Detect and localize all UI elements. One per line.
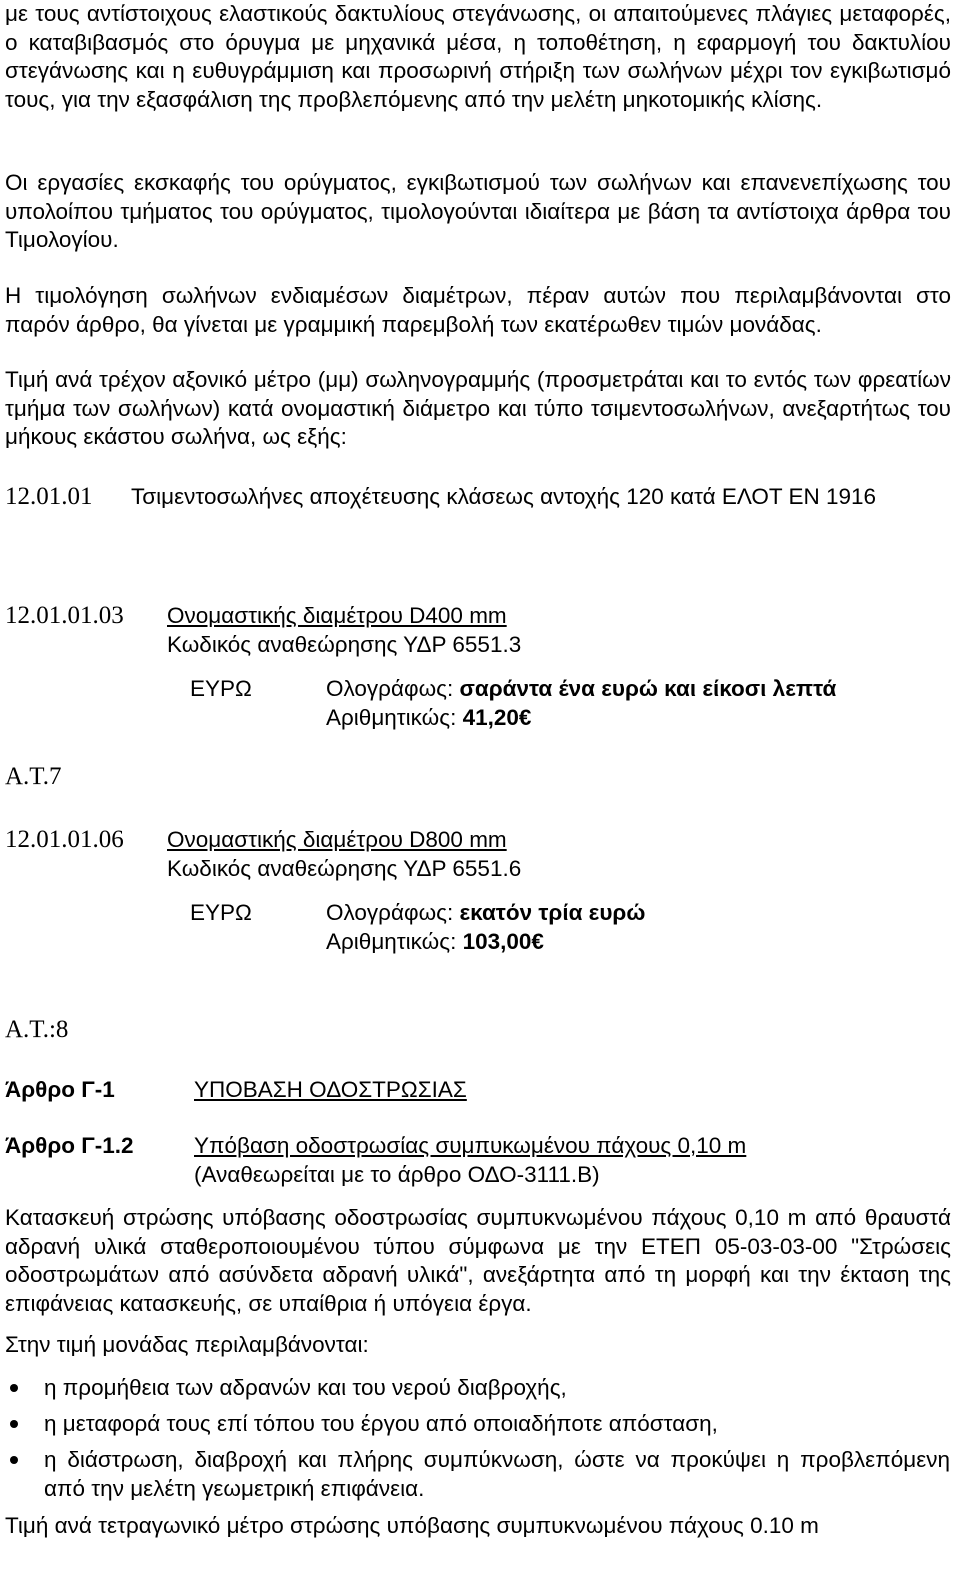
paragraph-construction: Κατασκευή στρώσης υπόβασης οδοστρωσίας συμπυκνωμένου πάχους 0,10 m από θραυστά αδρανή υλικά σταθεροποιουμένου τύπου σύμφωνα με την ΕΤΕΠ 05-03-03-00 "Στρώσεις οδοστρωμάτων από ασύνδετα αδρανή υλικά", ανεξάρτητα από τη μορφή και την έκταση της επιφάνειας κατασκευής, σε υπαίθρια ή υπόγεια έργα.	[5, 1205, 951, 1316]
price-words-label: Ολογράφως:	[326, 676, 454, 701]
currency-label: ΕΥΡΩ	[190, 676, 252, 701]
paragraph-excavation: Οι εργασίες εκσκαφής του ορύγματος, εγκιβωτισμού των σωλήνων και επανενεπίχωσης του υπολοίπου τμήματος του ορύγματος, τιμολογούνται ιδιαίτερα με βάση τα αντίστοιχα άρθρα του Τιμολογίου.	[5, 170, 951, 252]
article-label: Άρθρο Γ-1	[5, 1077, 115, 1102]
bullet-marker	[10, 1456, 18, 1464]
includes-heading: Στην τιμή μονάδας περιλαμβάνονται:	[5, 1332, 369, 1357]
price-words-value: σαράντα ένα ευρώ και είκοσι λεπτά	[459, 676, 837, 701]
section-code: 12.01.01	[5, 483, 93, 510]
section-title: Τσιμεντοσωλήνες αποχέτευσης κλάσεως αντοχής 120 κατά ΕΛΟΤ ΕΝ 1916	[131, 484, 877, 509]
paragraph-pipe-installation: με τους αντίστοιχους ελαστικούς δακτυλίους στεγάνωσης, οι απαιτούμενες πλάγιες μεταφορές, ο καταβιβασμός στο όρυγμα με μηχανικά μέσα, η τοποθέτηση, η εφαρμογή του δακτυλίου στεγάνωσης και η ευθυγράμμιση και προσωρινή στήριξη των σωλήνων μέχρι τον εγκιβωτισμό τους, για την εξασφάλιση της προβλεπόμενης από την μελέτη μηκοτομικής κλίσης.	[5, 1, 951, 112]
article-label: Άρθρο Γ-1.2	[5, 1133, 134, 1158]
article-number: Α.Τ.7	[5, 763, 62, 790]
price-line: Τιμή ανά τετραγωνικό μέτρο στρώσης υπόβασης συμπυκνωμένου πάχους 0.10 m	[5, 1513, 819, 1538]
price-number-label: Αριθμητικώς:	[326, 929, 457, 954]
price-in-numbers	[326, 704, 531, 732]
price-in-words	[326, 899, 645, 927]
article-revision-note: (Αναθεωρείται με το άρθρο ΟΔΟ-3111.Β)	[194, 1162, 600, 1187]
price-words-label: Ολογράφως:	[326, 900, 454, 925]
item-code: 12.01.01.03	[5, 602, 124, 629]
paragraph-unit-price: Τιμή ανά τρέχον αξονικό μέτρο (μμ) σωληνογραμμής (προσμετράται και το εντός των φρεατίων τμήμα των σωλήνων) κατά ονομαστική διάμετρο και τύπο τσιμεντοσωλήνων, ανεξαρτήτως του μήκους εκάστου σωλήνα, ως εξής:	[5, 367, 951, 449]
list-item: η διάστρωση, διαβροχή και πλήρης συμπύκνωση, ώστε να προκύψει η προβλεπόμενη από την μελέτη γεωμετρική επιφάνεια.	[44, 1447, 950, 1501]
item-revision-code: Κωδικός αναθεώρησης ΥΔΡ 6551.6	[167, 856, 522, 881]
item-code: 12.01.01.06	[5, 826, 124, 853]
price-number-value: 103,00€	[462, 929, 544, 954]
bullet-marker	[10, 1420, 18, 1428]
price-number-value: 41,20€	[462, 705, 532, 730]
bullet-marker	[10, 1384, 18, 1392]
item-title: Ονομαστικής διαμέτρου D800 mm	[167, 827, 507, 852]
list-item: η μεταφορά τους επί τόπου του έργου από οποιαδήποτε απόσταση,	[44, 1411, 718, 1436]
paragraph-interpolation: Η τιμολόγηση σωλήνων ενδιαμέσων διαμέτρων, πέραν αυτών που περιλαμβάνονται στο παρόν άρθρο, θα γίνεται με γραμμική παρεμβολή των εκατέρωθεν τιμών μονάδας.	[5, 283, 951, 337]
price-in-words	[326, 675, 836, 703]
currency-label: ΕΥΡΩ	[190, 900, 252, 925]
article-title: Υπόβαση οδοστρωσίας συμπυκωμένου πάχους 0,10 m	[194, 1133, 747, 1158]
list-item: η προμήθεια των αδρανών και του νερού διαβροχής,	[44, 1375, 567, 1400]
price-in-numbers	[326, 928, 544, 956]
item-revision-code: Κωδικός αναθεώρησης ΥΔΡ 6551.3	[167, 632, 522, 657]
price-words-value: εκατόν τρία ευρώ	[459, 900, 646, 925]
item-title: Ονομαστικής διαμέτρου D400 mm	[167, 603, 507, 628]
price-number-label: Αριθμητικώς:	[326, 705, 457, 730]
article-number: Α.Τ.:8	[5, 1016, 69, 1043]
article-title: ΥΠΟΒΑΣΗ ΟΔΟΣΤΡΩΣΙΑΣ	[194, 1077, 467, 1102]
